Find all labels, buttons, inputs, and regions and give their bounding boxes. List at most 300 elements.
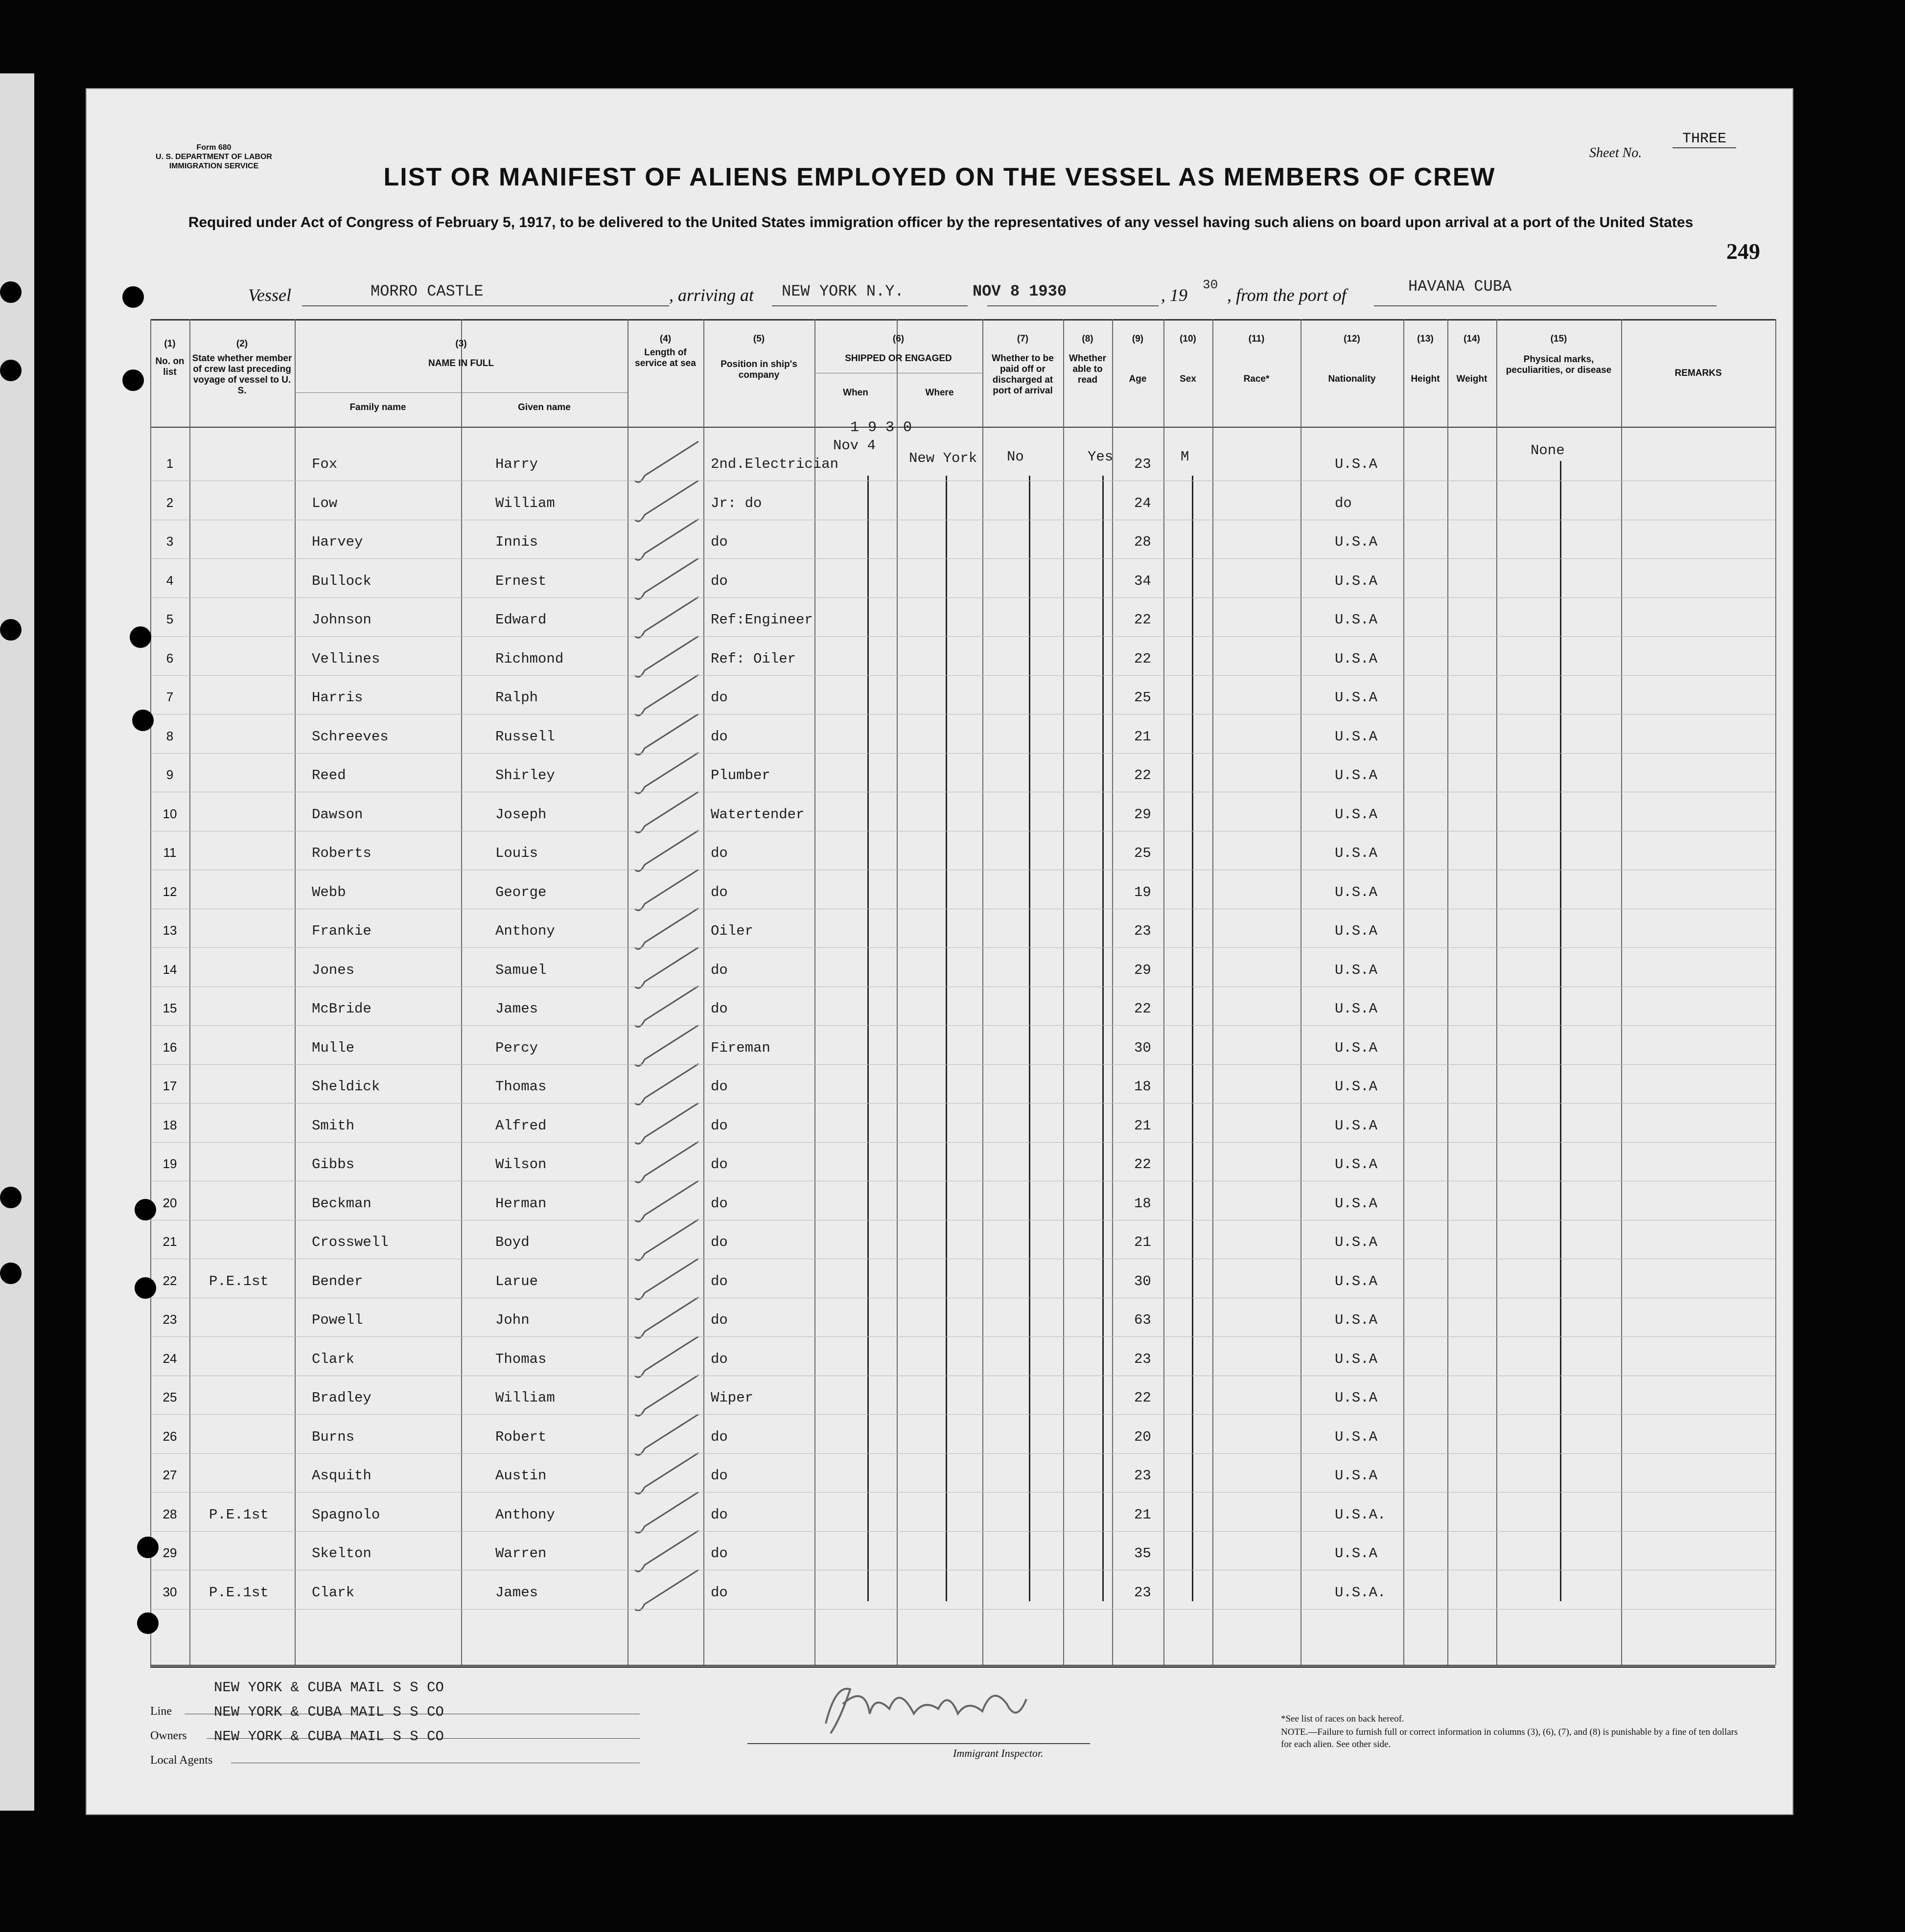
age: 23 bbox=[1134, 1585, 1151, 1601]
nationality: U.S.A bbox=[1335, 1468, 1378, 1484]
nationality: U.S.A bbox=[1335, 1040, 1378, 1056]
shipped-where: New York bbox=[909, 450, 977, 466]
position: do bbox=[711, 962, 728, 978]
ditto-line-paid bbox=[1029, 476, 1030, 1601]
given-name: Louis bbox=[495, 845, 538, 861]
checkmark bbox=[635, 1531, 698, 1571]
previous-voyage: P.E.1st bbox=[209, 1507, 269, 1523]
col-6-num: (6) bbox=[892, 334, 905, 344]
given-name: James bbox=[495, 1001, 538, 1017]
age: 18 bbox=[1134, 1079, 1151, 1095]
row-number: 22 bbox=[163, 1273, 177, 1288]
given-name: Warren bbox=[495, 1545, 547, 1562]
nationality: U.S.A bbox=[1335, 612, 1378, 628]
given-name: Anthony bbox=[495, 1507, 555, 1523]
agents-label: Local Agents bbox=[150, 1754, 213, 1767]
given-name: William bbox=[495, 1390, 555, 1406]
position: Plumber bbox=[711, 767, 770, 783]
col-5-num: (5) bbox=[753, 334, 765, 344]
age: 21 bbox=[1134, 1118, 1151, 1134]
nationality: U.S.A bbox=[1335, 1273, 1378, 1289]
checkmark bbox=[635, 1492, 698, 1533]
from-port-label: , from the port of bbox=[1227, 285, 1347, 305]
punch-hole bbox=[132, 710, 154, 731]
position: do bbox=[711, 1351, 728, 1367]
checkmark bbox=[635, 441, 698, 482]
form-number: Form 680 bbox=[196, 143, 232, 152]
row-number: 1 bbox=[166, 456, 174, 471]
inspector-signature bbox=[796, 1655, 1139, 1753]
punch-hole bbox=[137, 1537, 159, 1558]
given-name: Ralph bbox=[495, 690, 538, 706]
row-rule bbox=[150, 558, 1775, 559]
line-label: Line bbox=[150, 1705, 172, 1718]
ditto-line-sex bbox=[1192, 476, 1193, 1601]
family-name: Smith bbox=[312, 1118, 355, 1134]
col-13-label: Height bbox=[1411, 374, 1440, 384]
family-name: Powell bbox=[312, 1312, 363, 1328]
read-value: Yes bbox=[1088, 449, 1114, 465]
family-name: Sheldick bbox=[312, 1079, 380, 1095]
age: 22 bbox=[1134, 1390, 1151, 1406]
position: do bbox=[711, 729, 728, 745]
position: do bbox=[711, 1585, 728, 1601]
from-port: HAVANA CUBA bbox=[1408, 277, 1512, 296]
col-4-num: (4) bbox=[659, 334, 672, 344]
row-number: 23 bbox=[163, 1312, 177, 1327]
col-3-num: (3) bbox=[455, 339, 467, 349]
col-3-label: NAME IN FULL bbox=[428, 358, 494, 368]
row-number: 2 bbox=[166, 495, 174, 510]
col-13-num: (13) bbox=[1417, 334, 1434, 344]
position: do bbox=[711, 1468, 728, 1484]
from-underline bbox=[1374, 305, 1717, 306]
family-name: Vellines bbox=[312, 651, 380, 667]
nationality: U.S.A bbox=[1335, 573, 1378, 589]
position: Ref:Engineer bbox=[711, 612, 813, 628]
age: 29 bbox=[1134, 806, 1151, 823]
age: 29 bbox=[1134, 962, 1151, 978]
checkmark bbox=[635, 1297, 698, 1338]
given-name: Robert bbox=[495, 1429, 547, 1445]
given-name: Thomas bbox=[495, 1079, 547, 1095]
arriving-label: , arriving at bbox=[669, 285, 754, 305]
row-rule bbox=[150, 1064, 1775, 1065]
position: do bbox=[711, 1196, 728, 1212]
col-7-label: Whether to be paid off or discharged at port of arrival bbox=[992, 353, 1054, 396]
row-number: 20 bbox=[163, 1196, 177, 1210]
checkmark bbox=[635, 1181, 698, 1221]
row-rule bbox=[150, 1453, 1775, 1454]
position: do bbox=[711, 1156, 728, 1173]
header-rule bbox=[150, 427, 1775, 428]
vessel-name: MORRO CASTLE bbox=[371, 282, 484, 300]
age: 23 bbox=[1134, 1351, 1151, 1367]
checkmark bbox=[635, 558, 698, 599]
col-12-num: (12) bbox=[1344, 334, 1360, 344]
row-rule bbox=[150, 1492, 1775, 1493]
checkmark bbox=[635, 1064, 698, 1104]
row-number: 29 bbox=[163, 1545, 177, 1560]
checkmark bbox=[635, 519, 698, 560]
checkmark bbox=[635, 636, 698, 677]
checkmark bbox=[635, 1259, 698, 1299]
row-number: 17 bbox=[163, 1079, 177, 1093]
punch-hole bbox=[122, 369, 144, 391]
races-note: *See list of races on back hereof. bbox=[1281, 1714, 1404, 1724]
line-company: NEW YORK & CUBA MAIL S S CO bbox=[214, 1679, 444, 1696]
col-2-num: (2) bbox=[236, 339, 248, 349]
given-name: Wilson bbox=[495, 1156, 547, 1173]
family-name: Bullock bbox=[312, 573, 372, 589]
checkmark bbox=[635, 753, 698, 793]
sheet-label: Sheet No. bbox=[1589, 145, 1642, 161]
family-name: Beckman bbox=[312, 1196, 372, 1212]
family-name: McBride bbox=[312, 1001, 372, 1017]
given-name: Edward bbox=[495, 612, 547, 628]
position: do bbox=[711, 573, 728, 589]
family-name: Crosswell bbox=[312, 1234, 389, 1250]
row-rule bbox=[150, 753, 1775, 754]
date-underline bbox=[987, 305, 1159, 306]
position: do bbox=[711, 1507, 728, 1523]
checkmark bbox=[635, 870, 698, 910]
given-name-header: Given name bbox=[518, 402, 571, 413]
year-prefix: , 19 bbox=[1161, 285, 1187, 305]
row-number: 19 bbox=[163, 1156, 177, 1171]
age: 22 bbox=[1134, 1001, 1151, 1017]
year-suffix: 30 bbox=[1203, 277, 1218, 292]
given-name: Thomas bbox=[495, 1351, 547, 1367]
punch-hole bbox=[0, 619, 22, 641]
agents-company: NEW YORK & CUBA MAIL S S CO bbox=[214, 1728, 444, 1745]
age: 23 bbox=[1134, 456, 1151, 472]
ditto-line-marks bbox=[1560, 461, 1561, 1601]
age: 34 bbox=[1134, 573, 1151, 589]
row-number: 3 bbox=[166, 534, 174, 549]
given-name: Austin bbox=[495, 1468, 547, 1484]
nationality: U.S.A bbox=[1335, 1351, 1378, 1367]
vessel-label: Vessel bbox=[248, 285, 291, 305]
row-number: 6 bbox=[166, 651, 174, 666]
nationality: U.S.A bbox=[1335, 923, 1378, 939]
family-name: Bender bbox=[312, 1273, 363, 1289]
col-15-label: Physical marks, peculiarities, or disease bbox=[1506, 354, 1612, 375]
nationality: U.S.A bbox=[1335, 1118, 1378, 1134]
col-9-label: Age bbox=[1129, 374, 1147, 384]
position: do bbox=[711, 1001, 728, 1017]
family-name: Gibbs bbox=[312, 1156, 355, 1173]
checkmark bbox=[635, 1453, 698, 1494]
punch-hole bbox=[122, 286, 144, 308]
position: do bbox=[711, 534, 728, 550]
family-name: Dawson bbox=[312, 806, 363, 823]
arriving-port: NEW YORK N.Y. bbox=[782, 282, 904, 300]
row-number: 18 bbox=[163, 1118, 177, 1132]
nationality: U.S.A bbox=[1335, 1156, 1378, 1173]
position: do bbox=[711, 1273, 728, 1289]
position: do bbox=[711, 1079, 728, 1095]
col-4-label: Length of service at sea bbox=[635, 347, 696, 368]
given-name: Innis bbox=[495, 534, 538, 550]
age: 22 bbox=[1134, 651, 1151, 667]
nationality: U.S.A bbox=[1335, 690, 1378, 706]
nationality: U.S.A bbox=[1335, 1390, 1378, 1406]
row-number: 10 bbox=[163, 806, 177, 821]
row-number: 30 bbox=[163, 1585, 177, 1599]
checkmark bbox=[635, 1375, 698, 1416]
row-number: 21 bbox=[163, 1234, 177, 1249]
position: do bbox=[711, 845, 728, 861]
row-number: 28 bbox=[163, 1507, 177, 1521]
family-name: Asquith bbox=[312, 1468, 372, 1484]
given-name: Larue bbox=[495, 1273, 538, 1289]
inspector-label: Immigrant Inspector. bbox=[953, 1747, 1044, 1759]
family-name: Roberts bbox=[312, 845, 372, 861]
checkmark bbox=[635, 675, 698, 715]
family-name: Schreeves bbox=[312, 729, 389, 745]
position: 2nd.Electrician bbox=[711, 456, 839, 472]
col-2-label: State whether member of crew last preceding voyage of vessel to U. S. bbox=[192, 353, 292, 396]
position: do bbox=[711, 690, 728, 706]
nationality: U.S.A bbox=[1335, 1545, 1378, 1562]
nationality: U.S.A bbox=[1335, 1234, 1378, 1250]
row-rule bbox=[150, 1531, 1775, 1532]
given-name: Boyd bbox=[495, 1234, 530, 1250]
owners-label: Owners bbox=[150, 1729, 187, 1742]
row-number: 27 bbox=[163, 1468, 177, 1482]
given-name: Shirley bbox=[495, 767, 555, 783]
checkmark bbox=[635, 481, 698, 521]
arriving-underline bbox=[772, 305, 968, 306]
position: Fireman bbox=[711, 1040, 770, 1056]
punch-hole bbox=[135, 1277, 156, 1299]
checkmark bbox=[635, 1142, 698, 1182]
age: 22 bbox=[1134, 612, 1151, 628]
position: Jr: do bbox=[711, 495, 762, 511]
checkmark bbox=[635, 1103, 698, 1144]
family-name: Skelton bbox=[312, 1545, 372, 1562]
service-checkmarks bbox=[630, 427, 703, 1611]
age: 28 bbox=[1134, 534, 1151, 550]
col-5-label: Position in ship's company bbox=[720, 359, 797, 380]
given-name: Alfred bbox=[495, 1118, 547, 1134]
col-12-label: Nationality bbox=[1328, 374, 1376, 384]
age: 22 bbox=[1134, 1156, 1151, 1173]
given-name: Anthony bbox=[495, 923, 555, 939]
row-number: 26 bbox=[163, 1429, 177, 1444]
family-name: Harris bbox=[312, 690, 363, 706]
checkmark bbox=[635, 947, 698, 988]
family-name: Spagnolo bbox=[312, 1507, 380, 1523]
physical-marks-value: None bbox=[1531, 442, 1565, 459]
row-rule bbox=[150, 1025, 1775, 1026]
nationality: U.S.A bbox=[1335, 1079, 1378, 1095]
col-14-num: (14) bbox=[1464, 334, 1480, 344]
owners-company: NEW YORK & CUBA MAIL S S CO bbox=[214, 1704, 444, 1720]
position: Watertender bbox=[711, 806, 805, 823]
ditto-line-read bbox=[1102, 476, 1104, 1601]
given-name: Joseph bbox=[495, 806, 547, 823]
age: 24 bbox=[1134, 495, 1151, 511]
row-number: 24 bbox=[163, 1351, 177, 1366]
row-number: 8 bbox=[166, 729, 174, 743]
nationality: U.S.A bbox=[1335, 1312, 1378, 1328]
punch-hole bbox=[130, 626, 151, 648]
row-number: 12 bbox=[163, 884, 177, 899]
family-name: Webb bbox=[312, 884, 346, 900]
family-name: Clark bbox=[312, 1585, 355, 1601]
previous-voyage: P.E.1st bbox=[209, 1585, 269, 1601]
nationality: U.S.A bbox=[1335, 651, 1378, 667]
punch-hole bbox=[0, 281, 22, 303]
nationality: U.S.A bbox=[1335, 962, 1378, 978]
checkmark bbox=[635, 1336, 698, 1377]
manifest-sheet bbox=[86, 88, 1793, 1815]
position: Wiper bbox=[711, 1390, 754, 1406]
col-11-label: Race* bbox=[1243, 374, 1270, 384]
page-title: LIST OR MANIFEST OF ALIENS EMPLOYED ON THE VESSEL AS MEMBERS OF CREW bbox=[383, 163, 1496, 191]
family-name: Frankie bbox=[312, 923, 372, 939]
col-10-label: Sex bbox=[1180, 374, 1196, 384]
age: 35 bbox=[1134, 1545, 1151, 1562]
row-number: 11 bbox=[163, 845, 177, 860]
ditto-line-where bbox=[946, 476, 947, 1601]
family-name: Low bbox=[312, 495, 338, 511]
shipped-date: Nov 4 bbox=[833, 437, 876, 454]
checkmark bbox=[635, 597, 698, 638]
row-number: 5 bbox=[166, 612, 174, 626]
page-number: 249 bbox=[1726, 239, 1760, 264]
col-14-label: Weight bbox=[1456, 374, 1487, 384]
row-number: 15 bbox=[163, 1001, 177, 1015]
row-rule bbox=[150, 947, 1775, 948]
checkmark bbox=[635, 1219, 698, 1260]
age: 63 bbox=[1134, 1312, 1151, 1328]
page-subtitle: Required under Act of Congress of February 5, 1917, to be delivered to the United States immigration officer by the representatives of any vessel having such aliens on board upon arrival at a port of the United States bbox=[188, 214, 1694, 230]
nationality: U.S.A bbox=[1335, 884, 1378, 900]
family-name: Clark bbox=[312, 1351, 355, 1367]
position: do bbox=[711, 1312, 728, 1328]
age: 20 bbox=[1134, 1429, 1151, 1445]
age: 25 bbox=[1134, 845, 1151, 861]
checkmark bbox=[635, 908, 698, 949]
row-number: 4 bbox=[166, 573, 174, 588]
punch-hole bbox=[0, 1187, 22, 1208]
checkmark bbox=[635, 792, 698, 832]
ditto-line-when bbox=[867, 476, 869, 1601]
row-rule bbox=[150, 675, 1775, 676]
where-header: Where bbox=[925, 388, 954, 398]
row-number: 14 bbox=[163, 962, 177, 977]
row-rule bbox=[150, 1142, 1775, 1143]
paid-off-value: No bbox=[1007, 449, 1024, 465]
given-name: John bbox=[495, 1312, 530, 1328]
given-name: Samuel bbox=[495, 962, 547, 978]
row-number: 7 bbox=[166, 690, 174, 704]
nationality: U.S.A bbox=[1335, 845, 1378, 861]
service-name: IMMIGRATION SERVICE bbox=[169, 162, 259, 170]
when-header: When bbox=[843, 388, 868, 398]
family-name-header: Family name bbox=[349, 402, 406, 413]
row-number: 25 bbox=[163, 1390, 177, 1404]
age: 19 bbox=[1134, 884, 1151, 900]
col-1-num: (1) bbox=[164, 339, 176, 349]
given-name: Percy bbox=[495, 1040, 538, 1056]
family-name: Burns bbox=[312, 1429, 355, 1445]
col-6-label: SHIPPED OR ENGAGED bbox=[845, 353, 952, 364]
punch-hole bbox=[0, 1263, 22, 1284]
family-name: Bradley bbox=[312, 1390, 372, 1406]
family-name: Reed bbox=[312, 767, 346, 783]
family-name: Johnson bbox=[312, 612, 372, 628]
position: do bbox=[711, 1429, 728, 1445]
adjacent-page-strip bbox=[0, 73, 34, 1811]
col-15-num: (15) bbox=[1550, 334, 1567, 344]
col-11-num: (11) bbox=[1248, 334, 1265, 344]
nationality: do bbox=[1335, 495, 1352, 511]
position: do bbox=[711, 1118, 728, 1134]
given-name: Harry bbox=[495, 456, 538, 472]
age: 21 bbox=[1134, 1507, 1151, 1523]
given-name: James bbox=[495, 1585, 538, 1601]
position: do bbox=[711, 1545, 728, 1562]
vessel-underline bbox=[302, 305, 669, 306]
col-8-num: (8) bbox=[1082, 334, 1093, 344]
nationality: U.S.A bbox=[1335, 1429, 1378, 1445]
checkmark bbox=[635, 1025, 698, 1066]
nationality: U.S.A. bbox=[1335, 1585, 1386, 1601]
row-number: 13 bbox=[163, 923, 177, 938]
col-8-label: Whether able to read bbox=[1069, 353, 1106, 385]
family-name: Harvey bbox=[312, 534, 363, 550]
row-rule bbox=[150, 1103, 1775, 1104]
nationality: U.S.A bbox=[1335, 729, 1378, 745]
family-name: Jones bbox=[312, 962, 355, 978]
given-name: William bbox=[495, 495, 555, 511]
checkmark bbox=[635, 1414, 698, 1455]
previous-voyage: P.E.1st bbox=[209, 1273, 269, 1289]
position: do bbox=[711, 1234, 728, 1250]
sheet-number: THREE bbox=[1673, 131, 1736, 148]
penalty-note: NOTE.—Failure to furnish full or correct information in columns (3), (6), (7), and (8) is punishable by a fine of ten dollars for each alien. See other side. bbox=[1281, 1727, 1738, 1749]
row-rule bbox=[150, 1414, 1775, 1415]
age: 30 bbox=[1134, 1273, 1151, 1289]
punch-hole bbox=[135, 1199, 156, 1220]
remarks-header: REMARKS bbox=[1674, 368, 1722, 378]
given-name: George bbox=[495, 884, 547, 900]
position: Oiler bbox=[711, 923, 754, 939]
age: 23 bbox=[1134, 1468, 1151, 1484]
col-1-label: No. on list bbox=[155, 356, 185, 377]
punch-hole bbox=[0, 360, 22, 381]
col-7-num: (7) bbox=[1017, 334, 1029, 344]
manifest-table bbox=[150, 319, 1775, 1668]
row-number: 9 bbox=[166, 767, 174, 782]
nationality: U.S.A bbox=[1335, 1001, 1378, 1017]
checkmark bbox=[635, 1570, 698, 1610]
position: do bbox=[711, 884, 728, 900]
col-10-num: (10) bbox=[1180, 334, 1196, 344]
given-name: Ernest bbox=[495, 573, 547, 589]
nationality: U.S.A bbox=[1335, 1196, 1378, 1212]
position: Ref: Oiler bbox=[711, 651, 796, 667]
family-name: Fox bbox=[312, 456, 338, 472]
age: 25 bbox=[1134, 690, 1151, 706]
department-name: U. S. DEPARTMENT OF LABOR bbox=[156, 153, 272, 161]
given-name: Richmond bbox=[495, 651, 564, 667]
nationality: U.S.A bbox=[1335, 456, 1378, 472]
